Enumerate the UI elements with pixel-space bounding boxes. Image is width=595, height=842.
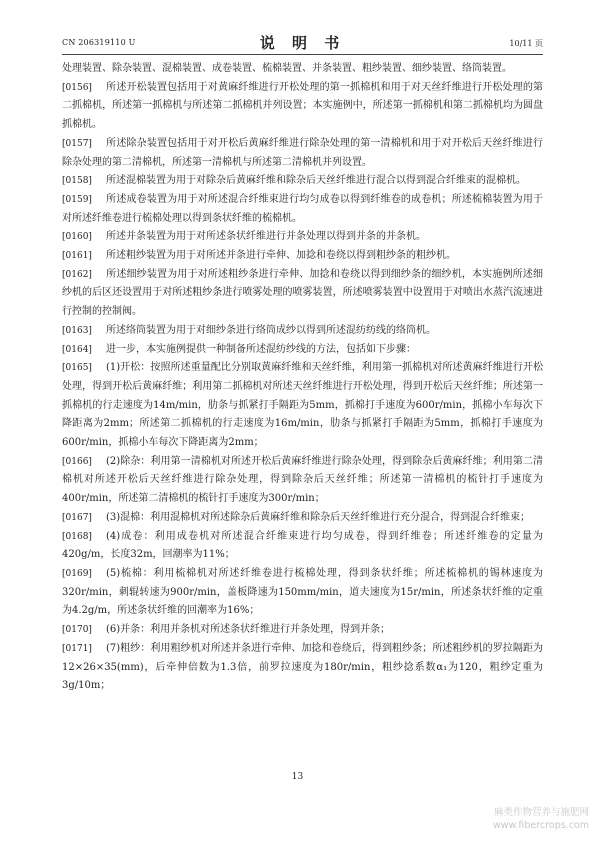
page-header [62,30,543,52]
paragraph-text: 所述并条装置为用于对所述条状纤维进行并条处理以得到并条的并条机。 [106,231,426,243]
paragraph-text: 所述开松装置包括用于对黄麻纤维进行开松处理的第一抓棉机和用于对天丝纤维进行开松处理的第二抓棉机，所述第一抓棉机与所述第二抓棉机并列设置；本实施例中，所述第一抓棉机和第二抓棉机均为圆盘抓棉机。 [62,81,543,131]
paragraph [62,359,543,453]
paragraph [62,565,543,621]
paragraph [62,621,543,640]
page-indicator: 10/11 页 [509,39,543,48]
paragraph-number: [0165] [62,363,92,374]
paragraph-number: [0160] [62,232,92,243]
paragraph-number: [0170] [62,625,92,636]
paragraph-text: (1)开松：按照所述重量配比分别取黄麻纤维和天丝纤维，利用第一抓棉机对所述黄麻纤维进行开松处理，得到开松后黄麻纤维；利用第二抓棉机对所述天丝纤维进行开松处理，得到开松后天丝纤维；所述第一抓棉机的行走速度为14m/min，肋条与抓紧打手隔距为5mm，抓棉打手速度为600r/min，抓棉小车每次下降距离为2mm；所述第二抓棉机的行走速度为16m/min，肋条与抓紧打手隔距为5mm，抓棉打手速度为600r/min，抓棉小车每次下降距离为2mm； [62,362,543,449]
paragraph-number: [0162] [62,269,92,280]
paragraph [62,135,543,172]
paragraph-number: [0167] [62,512,92,523]
paragraph-text: 进一步，本实施例提供一种制备所述混纺纱线的方法，包括如下步骤： [106,343,416,355]
watermark-line-1: 麻类作物营养与施肥网 [493,807,589,818]
paragraph [62,247,543,266]
paragraph [62,322,543,341]
paragraph-text: 所述除杂装置包括用于对开松后黄麻纤维进行除杂处理的第一清棉机和用于对开松后天丝纤维进行除杂处理的第二清棉机，所述第一清棉机与所述第二清棉机并列设置。 [62,137,543,168]
page-number: 13 [291,772,304,782]
paragraph-text: (2)除杂：利用第一清棉机对所述开松后黄麻纤维进行除杂处理，得到除杂后黄麻纤维；利用第二清棉机对所述开松后天丝纤维进行除杂处理，得到除杂后天丝纤维；所述第一清棉机的梳针打手速度为400r/min，所述第二清棉机的梳针打手速度为300r/min； [62,455,543,505]
paragraph-number: [0163] [62,325,92,336]
paragraph-number: [0171] [62,643,92,654]
paragraph [62,640,543,696]
paragraph-text: 处理装置、除杂装置、混棉装置、成卷装置、梳棉装置、并条装置、粗纱装置、细纱装置、络筒装置。 [62,63,512,74]
paragraph [62,509,543,528]
paragraph-number: [0164] [62,344,92,355]
paragraph-number: [0166] [62,456,92,467]
paragraph [62,228,543,247]
paragraph [62,79,543,135]
paragraph-number: [0157] [62,138,92,149]
paragraph [62,341,543,360]
paragraph-text: 所述混棉装置为用于对除杂后黄麻纤维和除杂后天丝纤维进行混合以得到混合纤维束的混棉机。 [106,175,526,187]
paragraph [62,528,543,565]
paragraph-text: 所述粗纱装置为用于对所述并条进行牵伸、加捻和卷绕以得到粗纱条的粗纱机。 [106,250,456,262]
watermark-line-2: www.fibercrops.com [492,820,589,831]
paragraph [62,172,543,191]
paragraph [62,453,543,509]
paragraph [62,266,543,322]
paragraph-text: 所述络筒装置为用于对细纱条进行络筒成纱以得到所述混纺纺线的络筒机。 [106,324,436,336]
paragraph-text: (7)粗纱：利用粗纱机对所述并条进行牵伸、加捻和卷绕后，得到粗纱条；所述粗纱机的罗拉隔距为12×26×35(mm)，后牵伸倍数为1.3倍，前罗拉速度为180r/min，粗纱捻系数α₁为120，粗纱定重为3g/10m； [62,642,543,692]
paragraph-text: (3)混棉：利用混棉机对所述除杂后黄麻纤维和除杂后天丝纤维进行充分混合，得到混合纤维束； [106,511,531,523]
paragraph-number: [0169] [62,568,92,579]
patent-number: CN 206319110 U [62,38,136,47]
paragraph-text: 所述细纱装置为用于对所述粗纱条进行牵伸、加捻和卷绕以得到细纱条的细纱机，本实施例所述细纱机的后区还设置用于对所述粗纱条进行喷雾处理的喷雾装置，所述喷雾装置中设置用于对喷出水蒸汽流速进行控制的控制阀。 [62,268,543,318]
paragraph-text: (4)成卷：利用成卷机对所述混合纤维束进行均匀成卷，得到纤维卷；所述纤维卷的定量为420g/m，长度32m，回潮率为11%； [62,530,543,561]
paragraph [62,191,543,228]
paragraph-number: [0168] [62,531,92,542]
paragraph-number: [0158] [62,176,92,187]
header-rule [62,54,543,55]
site-watermark [493,806,589,832]
paragraph-text: (6)并条：利用并条机对所述条状纤维进行并条处理，得到并条； [106,624,391,636]
paragraph-number: [0156] [62,82,92,93]
paragraph-text: (5)梳棉：利用梳棉机对所述纤维卷进行梳棉处理，得到条状纤维；所述梳棉机的锡林速度为320r/min，刺辊转速为900r/min，盖板降速为150mm/min，道夫速度为15r/min，所述条状纤维的定重为4.2g/m，所述条状纤维的回潮率为16%； [62,567,543,617]
paragraph-number: [0161] [62,251,92,262]
paragraph-text: 所述成卷装置为用于对所述混合纤维束进行均匀成卷以得到纤维卷的成卷机；所述梳棉装置为用于对所述纤维卷进行梳棉处理以得到条状纤维的梳棉机。 [62,193,543,224]
paragraph [62,60,543,79]
paragraph-number: [0159] [62,194,92,205]
document-title: 说 明 书 [259,34,346,52]
document-body [62,60,543,696]
